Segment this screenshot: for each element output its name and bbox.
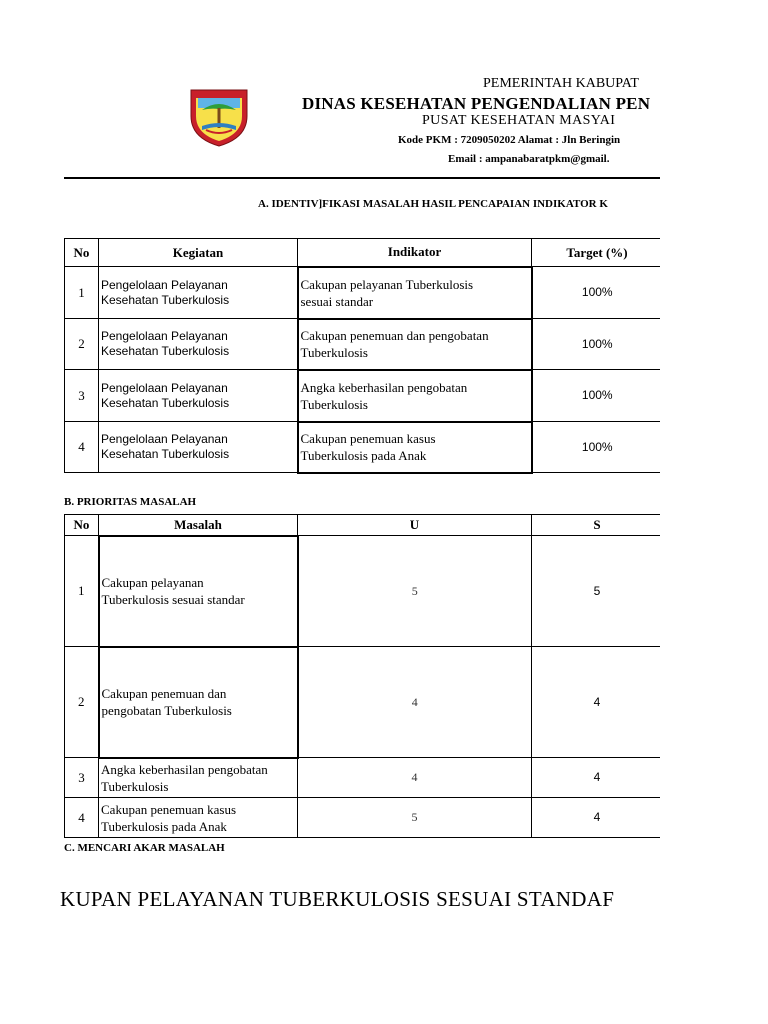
priority-table [64,514,660,838]
cell-no: 2 [65,319,99,370]
root-cause-heading: KUPAN PELAYANAN TUBERKULOSIS SESUAI STANDAF [60,887,615,911]
cell-no: 3 [65,370,99,422]
header-code-address: Kode PKM : 7209050202 Alamat : Jln Beringin [398,134,621,146]
table-row [65,370,661,422]
cell-s: 4 [532,758,661,798]
table-row [65,319,661,370]
col-header-masalah: Masalah [99,515,298,536]
cell-masalah: Cakupan pelayanan Tuberkulosis sesuai standar [99,536,298,647]
cell-u: 4 [298,647,532,758]
cell-u: 4 [298,758,532,798]
cell-target: 100% [532,370,661,422]
cell-no: 2 [65,647,99,758]
cell-kegiatan: Pengelolaan Pelayanan Kesehatan Tuberkulosis [99,319,298,370]
header-email: Email : ampanabaratpkm@gmail. [448,153,610,165]
table-row [65,536,661,647]
cell-indikator: Cakupan penemuan kasus Tuberkulosis pada Anak [298,422,532,473]
cell-indikator: Cakupan pelayanan Tuberkulosis sesuai standar [298,267,532,319]
cell-masalah: Angka keberhasilan pengobatan Tuberkulosis [99,758,298,798]
cell-indikator: Cakupan penemuan dan pengobatan Tuberkulosis [298,319,532,370]
header-department: DINAS KESEHATAN PENGENDALIAN PEN [302,94,651,113]
cell-no: 1 [65,267,99,319]
cell-indikator: Angka keberhasilan pengobatan Tuberkulosis [298,370,532,422]
col-header-kegiatan: Kegiatan [99,239,298,267]
cell-no: 4 [65,798,99,838]
header-divider [64,177,660,179]
col-header-target: Target (%) [532,239,661,267]
table-row [65,758,661,798]
cell-target: 100% [532,422,661,473]
regency-emblem-icon [188,86,250,148]
cell-s: 4 [532,798,661,838]
table-row [65,422,661,473]
cell-no: 1 [65,536,99,647]
cell-target: 100% [532,319,661,370]
cell-no: 3 [65,758,99,798]
table-row [65,647,661,758]
section-a-title: A. IDENTIV]FIKASI MASALAH HASIL PENCAPAIAN INDIKATOR K [258,198,608,210]
cell-s: 4 [532,647,661,758]
col-header-u: U [298,515,532,536]
col-header-indikator: Indikator [298,239,532,267]
cell-masalah: Cakupan penemuan kasus Tuberkulosis pada Anak [99,798,298,838]
cell-no: 4 [65,422,99,473]
table-row [65,798,661,838]
cell-target: 100% [532,267,661,319]
table-row [65,267,661,319]
cell-kegiatan: Pengelolaan Pelayanan Kesehatan Tuberkulosis [99,422,298,473]
col-header-s: S [532,515,661,536]
header-government: PEMERINTAH KABUPAT [483,76,639,91]
indicator-table [64,238,660,474]
cell-kegiatan: Pengelolaan Pelayanan Kesehatan Tuberkulosis [99,370,298,422]
cell-u: 5 [298,798,532,838]
cell-s: 5 [532,536,661,647]
cell-masalah: Cakupan penemuan dan pengobatan Tuberkulosis [99,647,298,758]
section-b-title: B. PRIORITAS MASALAH [64,496,197,508]
section-c-title: C. MENCARI AKAR MASALAH [64,842,225,854]
cell-u: 5 [298,536,532,647]
header-puskesmas: PUSAT KESEHATAN MASYAI [422,113,616,128]
col-header-no: No [65,515,99,536]
col-header-no: No [65,239,99,267]
cell-kegiatan: Pengelolaan Pelayanan Kesehatan Tuberkulosis [99,267,298,319]
